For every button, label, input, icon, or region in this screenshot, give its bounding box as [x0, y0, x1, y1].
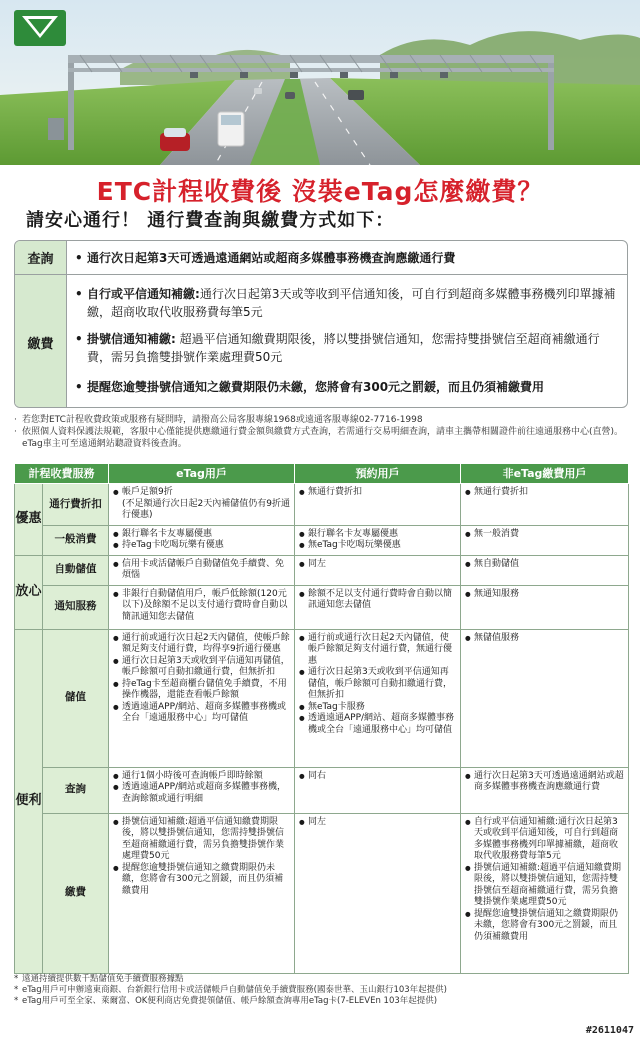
query-row: [15, 241, 627, 275]
payment-label: 繳費: [15, 275, 67, 408]
footer-note: * eTag用戶可至全家、萊爾富、OK便利商店免費提領儲值、帳戶餘額查詢專用eTag卡(7-ELEVEn 103年起提供): [14, 996, 630, 1007]
query-payment-summary-box: [14, 240, 628, 408]
table-row: [15, 585, 629, 629]
query-text: • 通行次日起第3天可透過遠通網站或超商多媒體事務機查詢應繳通行費: [75, 249, 619, 267]
table-row: [15, 525, 629, 555]
cell-etag-toll-discount: ● 帳戶足額9折 (不足額通行次日起2天內補儲值仍有9折通行優惠): [109, 484, 295, 526]
table-row: [15, 767, 629, 813]
cell-reserve-auto: ● 同左: [295, 555, 461, 585]
cell-reserve-pay: ● 同左: [295, 813, 461, 973]
cell-etag-notify: ● 非銀行自動儲值用戶，帳戶低餘額(120元以下)及餘額不足以支付通行費時會自動以簡訊通知您去儲值: [109, 585, 295, 629]
cell-etag-pay: ● 掛號信通知補繳:超過平信通知繳費期限後，將以雙掛號信通知，您需持雙掛號信至超商補繳通行費，需另負擔雙掛號作業處理費50元 ● 提醒您逾雙掛號信通知之繳費期限仍未繳，您將會有300元之罰鍰，而且仍須補繳費用: [109, 813, 295, 973]
registered-mail-item: [75, 330, 619, 366]
cell-etag-auto: ● 信用卡或活儲帳戶自動儲值免手續費、免煩惱: [109, 555, 295, 585]
item-topup: 儲值: [43, 629, 109, 767]
header-etag-user: eTag用戶: [109, 464, 295, 484]
cell-reserve-notify: ● 餘額不足以支付通行費時會自動以簡訊通知您去儲值: [295, 585, 461, 629]
item-query: 查詢: [43, 767, 109, 813]
highway-illustration: [0, 0, 640, 165]
self-pay-text: 通行次日起第3天或等收到平信通知後，可自行到超商多媒體事務機列印單據補繳，超商收取代收服務費每筆5元: [87, 287, 616, 319]
category-peace-of-mind: 放心: [15, 555, 43, 629]
note-item: · 依照個人資料保護法規範，客服中心僅能提供應繳通行費金額與繳費方式查詢，若需通行交易明細查詢，請車主攜帶相關證件前往遠通服務中心(直營)。 eTag車主可至遠通網站聽證資料後查詢。: [14, 426, 630, 450]
cell-etag-general: ● 銀行聯名卡友專屬優惠 ● 持eTag卡吃喝玩樂有優惠: [109, 525, 295, 555]
hero-highway-image: [0, 0, 640, 165]
item-notify-service: 通知服務: [43, 585, 109, 629]
cell-non-topup: ● 無儲值服務: [461, 629, 629, 767]
image-id-stamp: #2611047: [585, 1025, 634, 1036]
category-convenience: 便利: [15, 629, 43, 973]
category-discount: 優惠: [15, 484, 43, 556]
footer-note: * 遠通持續提供數千點儲值免手續費服務據點: [14, 974, 630, 985]
table-row: [15, 813, 629, 973]
cell-reserve-toll-discount: ● 無通行費折扣: [295, 484, 461, 526]
cell-non-notify: ● 無通知服務: [461, 585, 629, 629]
cell-non-auto: ● 無自動儲值: [461, 555, 629, 585]
footer-notes: [14, 974, 630, 1007]
item-general-consumption: 一般消費: [43, 525, 109, 555]
cell-non-pay: ● 自行或平信通知補繳:通行次日起第3天或收到平信通知後，可自行到超商多媒體事務機列印單據補繳，超商收取代收服務費每筆5元 ● 掛號信通知補繳:超過平信通知繳費期限後，將以雙掛號信通知，您需持雙掛號信至超商補繳通行費，需另負擔雙掛號作業處理費50元 ● 提醒您逾雙掛號信通知之繳費期限仍未繳，您將會有300元之罰鍰，而且仍須補繳費用: [461, 813, 629, 973]
query-label: 查詢: [15, 241, 67, 274]
page-subheading: 請安心通行！ 通行費查詢與繳費方式如下：: [26, 210, 395, 231]
service-notes: [14, 414, 630, 450]
cell-non-toll-discount: ● 無通行費折扣: [461, 484, 629, 526]
item-payment: 繳費: [43, 813, 109, 973]
cell-non-general: ● 無一般消費: [461, 525, 629, 555]
cell-etag-query: ● 通行1個小時後可查詢帳戶即時餘額 ● 透過遠通APP/網站或超商多媒體事務機，查詢餘額或通行明細: [109, 767, 295, 813]
service-comparison-table: [14, 463, 629, 974]
cell-etag-topup: ● 通行前或通行次日起2天內儲值，使帳戶餘額足夠支付通行費，均得享9折通行優惠 ● 通行次日起第3天或收到平信通知再儲值，帳戶餘額可自動扣繳通行費，但無折扣 ● 持eTag卡至超商櫃台儲值免手續費，不用操作機器，還能查看帳戶餘額 ● 透過遠通APP/網站、超商多媒體事務機或全台「遠通服務中心」均可儲值: [109, 629, 295, 767]
registered-mail-title: 掛號信通知補繳:: [87, 332, 176, 346]
payment-row: [15, 275, 627, 408]
header-service: 計程收費服務: [15, 464, 109, 484]
cell-reserve-query: ● 同右: [295, 767, 461, 813]
self-pay-item: [75, 285, 619, 321]
footer-note: * eTag用戶可申辦遠東商銀、台新銀行信用卡或活儲帳戶自動儲值免手續費服務(國泰世華、玉山銀行103年起提供): [14, 985, 630, 996]
header-non-etag-user: 非eTag繳費用戶: [461, 464, 629, 484]
self-pay-title: 自行或平信通知補繳:: [87, 287, 200, 301]
penalty-reminder: • 提醒您逾雙掛號信通知之繳費期限仍未繳，您將會有300元之罰鍰，而且仍須補繳費用: [75, 378, 544, 396]
cell-reserve-topup: ● 通行前或通行次日起2天內儲值，使帳戶餘額足夠支付通行費，無通行優惠 ● 通行次日起第3天或收到平信通知再儲值，帳戶餘額可自動扣繳通行費，但無折扣 ● 無eTag卡服務 ● 透過遠通APP/網站、超商多媒體事務機或全台「遠通服務中心」均可儲值: [295, 629, 461, 767]
table-row: [15, 484, 629, 526]
registered-mail-text: 超過平信通知繳費期限後，將以雙掛號信通知，您需持雙掛號信至超商補繳通行費，需另負擔雙掛號作業處理費50元: [87, 332, 600, 364]
item-toll-discount: 通行費折扣: [43, 484, 109, 526]
table-row: [15, 555, 629, 585]
cell-reserve-general: ● 銀行聯名卡友專屬優惠 ● 無eTag卡吃喝玩樂優惠: [295, 525, 461, 555]
header-reserve-user: 預約用戶: [295, 464, 461, 484]
table-header-row: [15, 464, 629, 484]
cell-non-query: ● 通行次日起第3天可透過遠通網站或超商多媒體事務機查詢應繳通行費: [461, 767, 629, 813]
note-item: · 若您對ETC計程收費政策或服務有疑問時，請撥高公局客服專線1968或遠通客服專線02-7716-1998: [14, 414, 630, 426]
item-auto-topup: 自動儲值: [43, 555, 109, 585]
table-row: [15, 629, 629, 767]
freeway-bureau-logo: [10, 8, 70, 52]
page-headline: ETC計程收費後 沒裝eTag怎麼繳費？: [96, 177, 544, 206]
